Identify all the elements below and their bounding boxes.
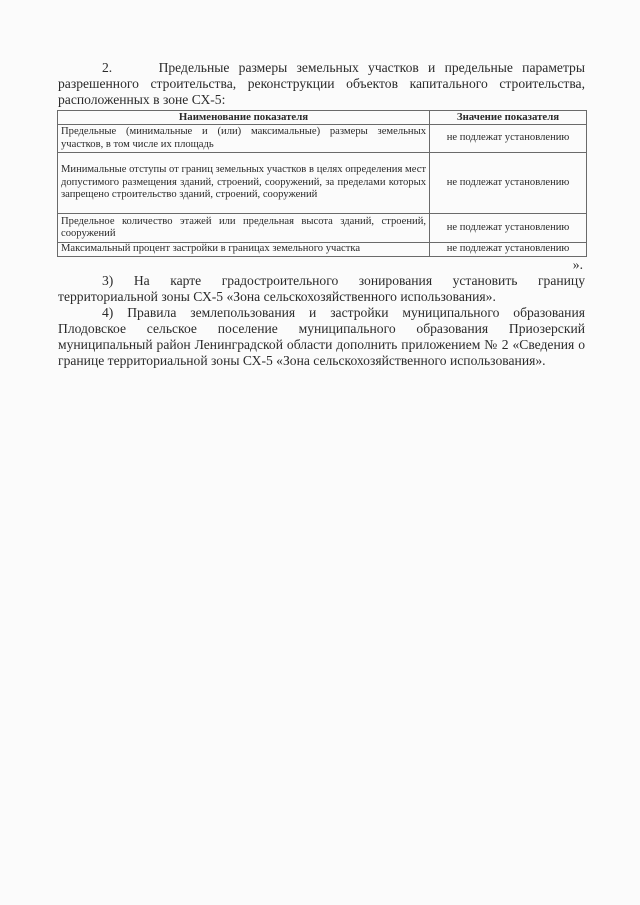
paragraph-item-2 [58,60,585,108]
parameters-table [57,110,587,257]
table-cell-name: Максимальный процент застройки в границах земельного участка [58,243,430,257]
table-cell-value: не подлежат установлению [430,214,587,243]
table-cell-value: не подлежат установлению [430,153,587,214]
table-cell-value: не подлежат установлению [430,125,587,153]
closing-quote: ». [572,257,583,272]
item-2-text: Предельные размеры земельных участков и предельные параметры разрешенного строительства, реконструкции объектов капитального строительства, расположенных в зоне СХ-5: [58,60,585,107]
paragraph-item-3: 3) На карте градостроительного зонирования установить границу территориальной зоны СХ-5 «Зона сельскохозяйственного использования». [58,273,585,304]
table-header-row [58,111,587,125]
table-row [58,125,587,153]
table-row [58,243,587,257]
table-cell-name: Предельное количество этажей или предельная высота зданий, строений, сооружений [58,214,430,243]
column-header-value: Значение показателя [430,111,587,125]
table-row [58,214,587,243]
item-2-number: 2. [102,60,113,75]
document-body [58,60,585,369]
paragraph-item-4: 4) Правила землепользования и застройки муниципального образования Плодовское сельское поселение муниципального образования Приозерский муниципальный район Ленинградской области дополнить приложением № 2 «Сведения о границе территориальной зоны СХ-5 «Зона сельскохозяйственного использования». [58,305,585,368]
table-cell-name: Предельные (минимальные и (или) максимальные) размеры земельных участков, в том числе их площадь [58,125,430,153]
table-cell-value: не подлежат установлению [430,243,587,257]
column-header-name: Наименование показателя [58,111,430,125]
table-row [58,153,587,214]
table-cell-name: Минимальные отступы от границ земельных участков в целях определения мест допустимого размещения зданий, строений, сооружений, за пределами которых запрещено строительство зданий, строений, сооружений [58,153,430,214]
